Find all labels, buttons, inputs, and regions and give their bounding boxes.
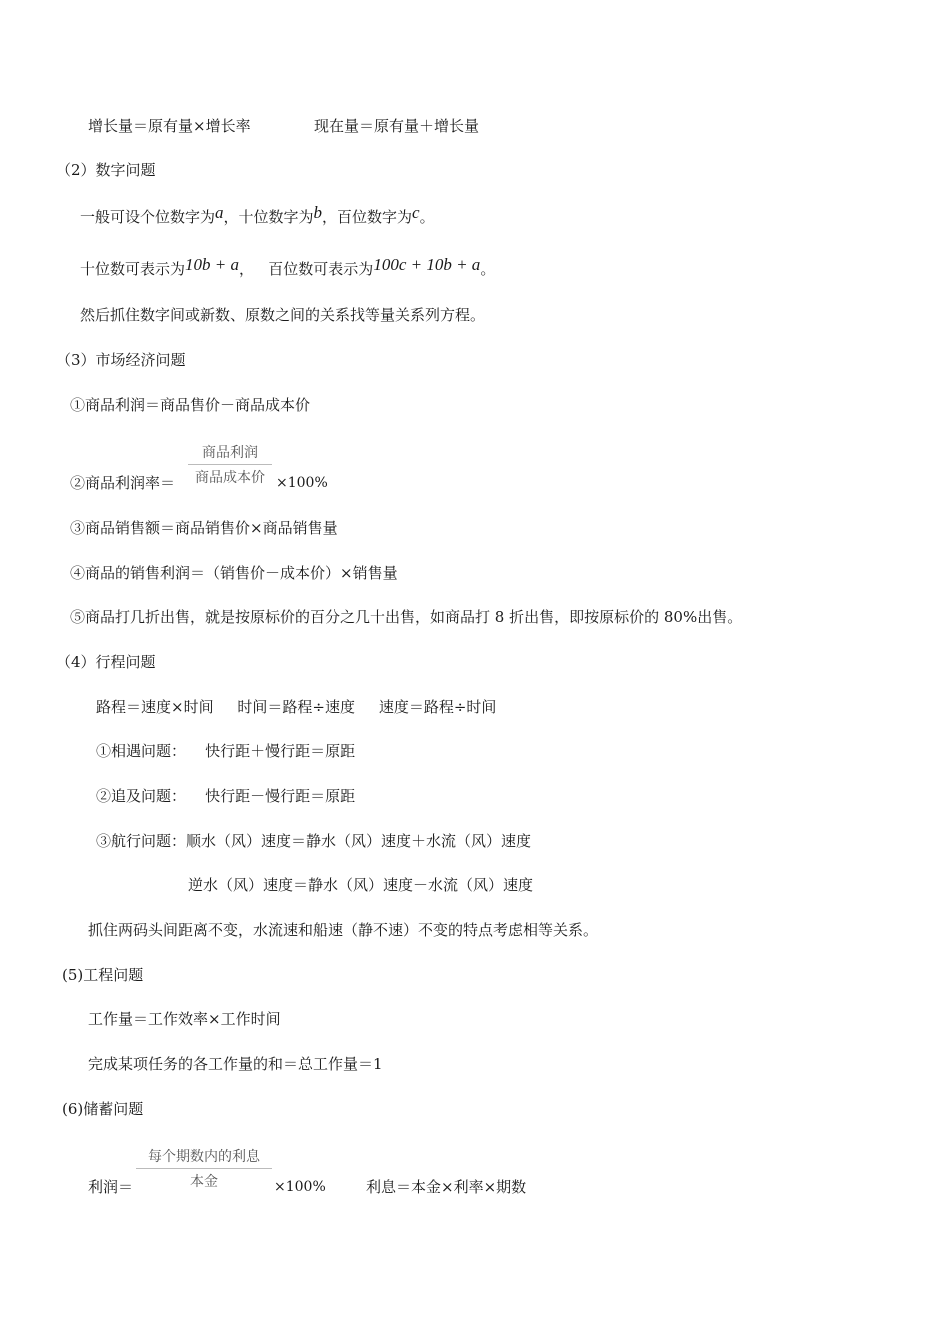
- market-heading: （3）市场经济问题: [56, 351, 186, 369]
- travel-note: 抓住两码头间距离不变，水流速和船速（静不速）不变的特点考虑相等关系。: [88, 921, 599, 939]
- travel-heading: （4）行程问题: [56, 653, 156, 671]
- profit-rate-fraction: [188, 442, 272, 487]
- market-item-2-prefix: ②商品利润率＝: [70, 474, 176, 492]
- digits-line2-mid: ， 百位数可表示为: [239, 260, 374, 278]
- engineering-line-1: 工作量＝工作效率×工作时间: [88, 1010, 281, 1028]
- var-a: a: [215, 203, 224, 222]
- savings-fraction: [136, 1146, 272, 1191]
- var-b: b: [313, 203, 323, 222]
- travel-sail-upstream: 逆水（风）速度＝静水（风）速度－水流（风）速度: [188, 876, 534, 894]
- market-item-2-suffix: ×100%: [276, 475, 328, 491]
- growth-current-formula: 现在量＝原有量＋增长量: [314, 117, 480, 135]
- engineering-line-2: 完成某项任务的各工作量的和＝总工作量＝1: [88, 1055, 383, 1073]
- digits-method-note: 然后抓住数字间或新数、原数之间的关系找等量关系列方程。: [80, 306, 486, 324]
- growth-increase-formula: 增长量＝原有量×增长率: [88, 117, 251, 135]
- savings-denominator: 本金: [190, 1174, 218, 1190]
- digits-line1-mid2: ，百位数字为: [322, 208, 413, 226]
- expr-hundreds: 100c + 10b + a: [373, 255, 481, 274]
- digits-line2-prefix: 十位数可表示为: [80, 260, 186, 278]
- savings-profit-suffix: ×100%: [274, 1179, 326, 1195]
- market-item-4: ④商品的销售利润＝（销售价－成本价）×销售量: [70, 564, 398, 582]
- savings-interest-formula: 利息＝本金×利率×期数: [366, 1178, 527, 1196]
- digits-line1-prefix: 一般可设个位数字为: [80, 208, 216, 226]
- digits-expressions: [80, 255, 496, 279]
- travel-formulas: 路程＝速度×时间 时间＝路程÷速度 速度＝路程÷时间: [96, 698, 497, 716]
- digits-line1-end: 。: [419, 208, 435, 226]
- travel-chase: ②追及问题： 快行距－慢行距＝原距: [96, 787, 356, 805]
- digits-line2-end: 。: [480, 260, 496, 278]
- var-c: c: [412, 203, 420, 222]
- savings-heading: (6)储蓄问题: [62, 1100, 144, 1118]
- profit-rate-numerator: 商品利润: [188, 442, 272, 465]
- profit-rate-denominator: 商品成本价: [195, 470, 265, 486]
- market-item-5: ⑤商品打几折出售，就是按原标价的百分之几十出售，如商品打 8 折出售，即按原标价的 80%出售。: [70, 608, 743, 626]
- market-item-1: ①商品利润＝商品售价－商品成本价: [70, 396, 311, 414]
- market-item-3: ③商品销售额＝商品销售价×商品销售量: [70, 519, 338, 537]
- travel-meet: ①相遇问题： 快行距＋慢行距＝原距: [96, 742, 356, 760]
- digits-place-variables: [80, 203, 435, 227]
- engineering-heading: (5)工程问题: [62, 966, 144, 984]
- savings-numerator: 每个期数内的利息: [136, 1146, 272, 1169]
- travel-sail-downstream: ③航行问题：顺水（风）速度＝静水（风）速度＋水流（风）速度: [96, 832, 532, 850]
- savings-profit-prefix: 利润＝: [88, 1178, 134, 1196]
- digits-line1-mid1: ，十位数字为: [223, 208, 314, 226]
- digits-heading: （2）数字问题: [56, 161, 156, 179]
- expr-tens: 10b + a: [185, 255, 239, 274]
